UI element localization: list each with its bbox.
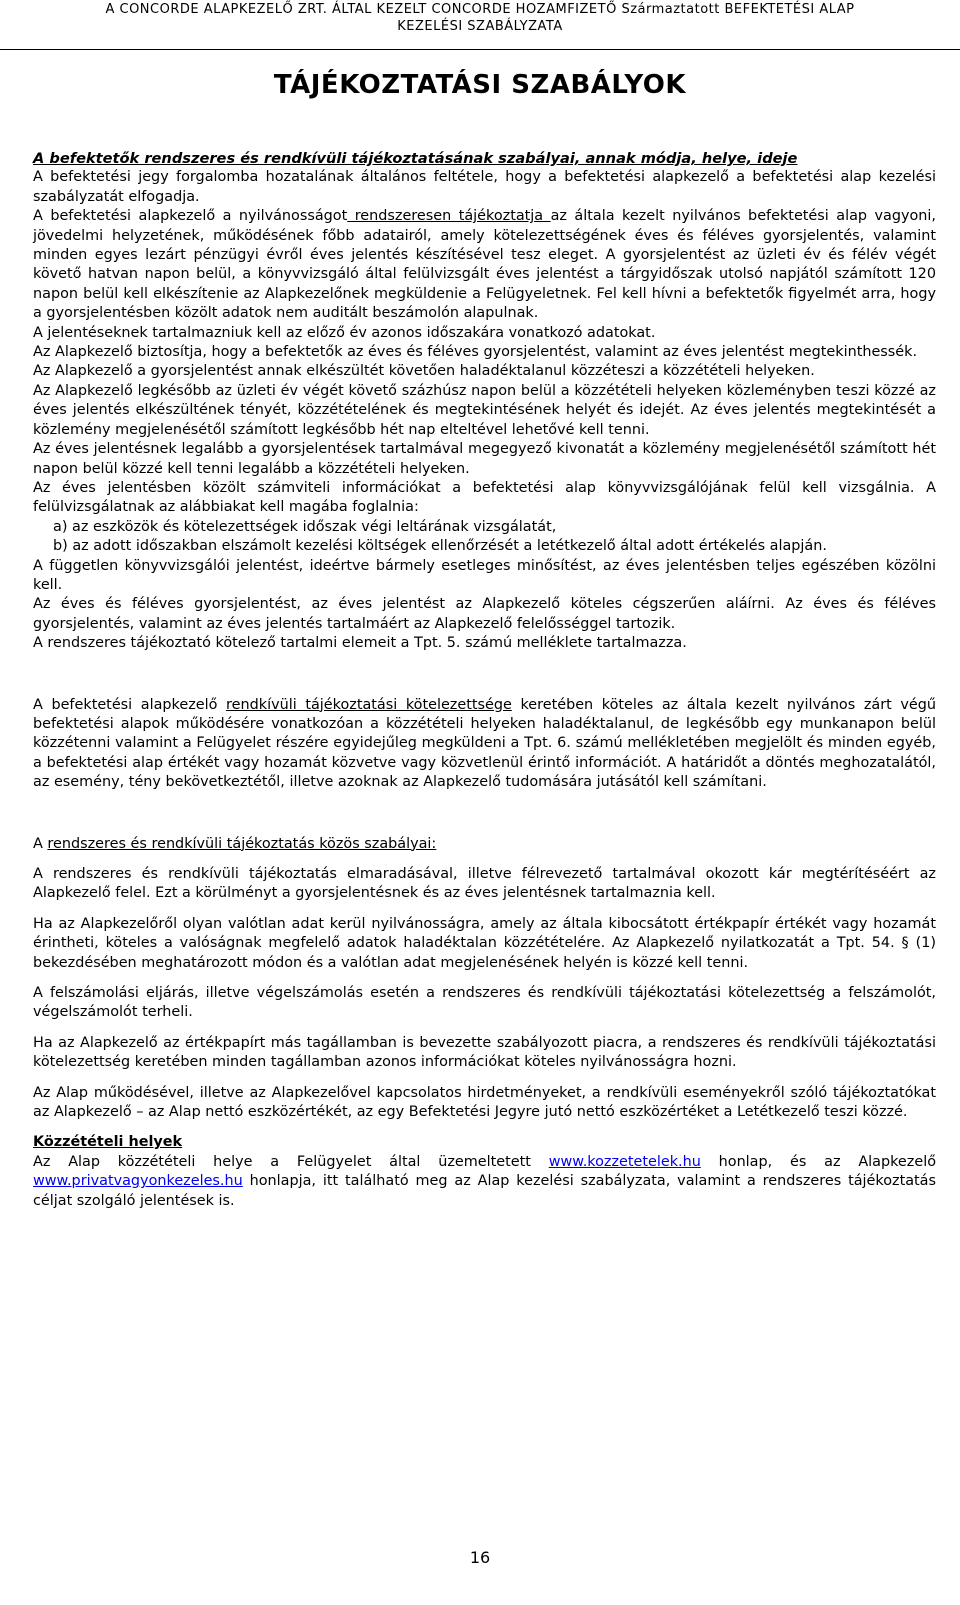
paragraph-regular-info: A befektetési alapkezelő a nyilvánosságot rendszeresen tájékoztatja az általa kezelt nyilvános befektetési alap vagyoni, jövedelmi helyzetének, működésének főbb adatairól, amely kötelezettségének éves és féléves gyorsjelentés, valamint minden egyes lezárt pénzügyi évről éves jelentés készítésével tesz eleget. A gyorsjelentést az üzleti év és félév végét követő hatvan napon belül, a könyvvizsgáló által felülvizsgált éves jelentést a tárgyidőszak utolsó napjától számított 120 napon belül kell elkészítenie az Alapkezelőnek megküldenie a Felügyeletnek. Fel kell hívni a befektetők figyelmét arra, hogy a gyorsjelentésben közölt adatok nem auditált beszámolón alapulnak. — [33, 208, 936, 322]
list-item-a: a) az eszközök és kötelezettségek időszak végi leltárának vizsgálatát, — [53, 518, 557, 535]
paragraph-access: Az Alapkezelő biztosítja, hogy a befektetők az éves és féléves gyorsjelentést, valamint az éves jelentést megtekinthessék. — [33, 344, 918, 361]
paragraph-publication-places: Az Alap közzétételi helye a Felügyelet által üzemeltetett www.kozzetetelek.hu honlap, és az Alapkezelő www.privatvagyonkezeles.hu honlapja, itt található meg az Alap kezelési szabályzata, valamint a rendszeres tájékoztatás céljat szolgáló jelentések is. — [33, 1153, 936, 1209]
document-body — [33, 149, 936, 1211]
common-rules-heading: A rendszeres és rendkívüli tájékoztatás közös szabályai: — [33, 835, 437, 852]
paragraph-announcements: Az Alap működésével, illetve az Alapkezelővel kapcsolatos hirdetményeket, a rendkívüli eseményekről szóló tájékoztatókat az Alapkezelő – az Alap nettó eszközértékét, az egy Befektetési Jegyre jutó nettó eszközértéket a Letétkezelő teszi közzé. — [33, 1084, 936, 1121]
paragraph-false-data: Ha az Alapkezelőről olyan valótlan adat kerül nyilvánosságra, amely az általa kibocsátott értékpapír értékét vagy hozamát érintheti, köteles a valóságnak megfelelő adatok haladéktalan közzétételére. Az Alapkezelő nyilatkozatát a Tpt. 54. § (1) bekezdésében meghatározott módon és a valótlan adat megjelenésének helyén is közzé kell tenni. — [33, 915, 936, 971]
paragraph-annual-notice: Az Alapkezelő legkésőbb az üzleti év végét követő százhúsz napon belül a közzétételi helyeken közleményben teszi közzé az éves jelentés elkészültének tényét, közzétételének és megtekintésének helyét és idejét. Az éves jelentés megtekintését a közlemény megjelenésétől számított legkésőbb hét nap elteltével lehetővé kell tenni. — [33, 382, 936, 438]
regular-info-phrase: rendszeresen tájékoztatja — [347, 208, 551, 225]
list-item-b: b) az adott időszakban elszámolt kezelési költségek ellenőrzését a letétkezelő által adott értékelés alapján. — [53, 538, 827, 555]
paragraph-signature: Az éves és féléves gyorsjelentést, az éves jelentést az Alapkezelő köteles cégszerűen aláírni. Az éves és féléves gyorsjelentés, valamint az éves jelentés tartalmáért az Alapkezelő felelősséggel tartozik. — [33, 596, 936, 632]
paragraph-audit: Az éves jelentésben közölt számviteli információkat a befektetési alap könyvvizsgálójának felül kell vizsgálnia. A felülvizsgálatnak az alábbiakat kell magába foglalnia: — [33, 479, 936, 516]
paragraph-extraordinary-info: A befektetési alapkezelő rendkívüli tájékoztatási kötelezettsége keretében köteles az általa kezelt nyilvános zárt végű befektetési alapok működésére vonatkozóan a közzétételi helyeken haladéktalanul, de legkésőbb egy munkanapon belül közzétenni valamint a Felügyelet részére egyidejűleg megküldeni a Tpt. 6. számú mellékletében megjelölt és minden egyéb, a befektetési alap értékét vagy hozamát közvetve vagy közvetlenül érintő információt. A határidőt a döntés meghozatalától, az esemény, tény bekövetkeztétől, illetve azoknak az Alapkezelő tudomására jutásától kell számítani. — [33, 696, 936, 791]
paragraph-auditor-report: A független könyvvizsgálói jelentést, ideértve bármely esetleges minősítést, az éves jelentésben teljes egészében közölni kell. — [33, 557, 936, 593]
paragraph-prior-year: A jelentéseknek tartalmazniuk kell az előző év azonos időszakára vonatkozó adatokat. — [33, 324, 656, 341]
extraordinary-info-phrase: rendkívüli tájékoztatási kötelezettsége — [226, 696, 512, 713]
section-subtitle: A befektetők rendszeres és rendkívüli tájékoztatásának szabályai, annak módja, helye, ideje — [33, 150, 798, 167]
paragraph-damages: A rendszeres és rendkívüli tájékoztatás elmaradásával, illetve félrevezető tartalmával okozott kár megtérítéséért az Alapkezelő felel. Ezt a körülményt a gyorsjelentésnek és az éves jelentésnek tartalmaznia kell. — [33, 866, 936, 902]
paragraph-publish-quick: Az Alapkezelő a gyorsjelentést annak elkészültét követően haladéktalanul közzéteszi a közzétételi helyeken. — [33, 363, 815, 380]
privatvagyonkezeles-link[interactable]: www.privatvagyonkezeles.hu — [33, 1173, 243, 1190]
paragraph-liquidation: A felszámolási eljárás, illetve végelszámolás esetén a rendszeres és rendkívüli tájékoztatási kötelezettség a felszámolót, végelszámolót terheli. — [33, 985, 936, 1021]
header-line-1: A CONCORDE ALAPKEZELŐ ZRT. ÁLTAL KEZELT CONCORDE HOZAMFIZETŐ Származtatott BEFEKTETÉSI ALAP — [105, 2, 855, 17]
publication-places-heading: Közzétételi helyek — [33, 1134, 183, 1151]
page-number: 16 — [469, 1548, 491, 1567]
paragraph-other-member-states: Ha az Alapkezelő az értékpapírt más tagállamban is bevezette szabályozott piacra, a rendszeres és rendkívüli tájékoztatási kötelezettség keretében minden tagállamban azonos információkat köteles nyilvánosságra hozni. — [33, 1034, 936, 1071]
paragraph-annual-extract: Az éves jelentésnek legalább a gyorsjelentések tartalmával megegyező kivonatát a közlemény megjelenésétől számított hét napon belül közzé kell tenni legalább a közzétételi helyeken. — [33, 441, 936, 477]
header-line-2: KEZELÉSI SZABÁLYZATA — [397, 19, 563, 34]
page-header — [0, 0, 960, 50]
paragraph-mandatory-content: A rendszeres tájékoztató kötelező tartalmi elemeit a Tpt. 5. számú melléklete tartalmazza. — [33, 635, 687, 652]
page-title: TÁJÉKOZTATÁSI SZABÁLYOK — [273, 70, 687, 100]
kozzetetelek-link[interactable]: www.kozzetetelek.hu — [548, 1153, 701, 1170]
paragraph-general-condition: A befektetési jegy forgalomba hozatalának általános feltétele, hogy a befektetési alapkezelő a befektetési alap kezelési szabályzatát elfogadja. — [33, 169, 936, 205]
